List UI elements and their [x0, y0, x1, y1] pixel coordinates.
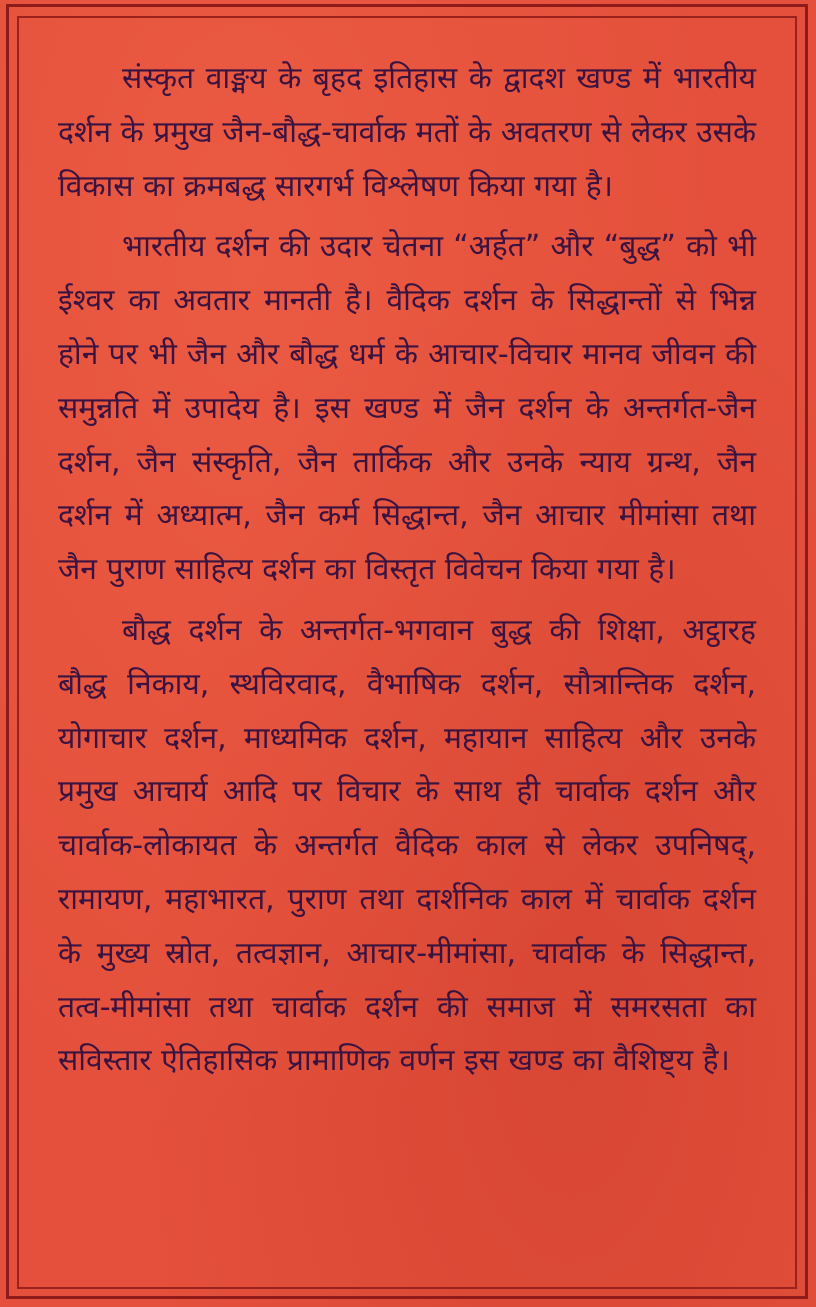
- paragraph-jain-darshan: भारतीय दर्शन की उदार चेतना “अर्हत” और “बुद्ध” को भी ईश्वर का अवतार मानती है। वैदिक दर्शन के सिद्धान्तों से भिन्न होने पर भी जैन और बौद्ध धर्म के आचार-विचार मानव जीवन की समुन्नति में उपादेय है। इस खण्ड में जैन दर्शन के अन्तर्गत-जैन दर्शन, जैन संस्कृति, जैन तार्किक और उनके न्याय ग्रन्थ, जैन दर्शन में अध्यात्म, जैन कर्म सिद्धान्त, जैन आचार मीमांसा तथा जैन पुराण साहित्य दर्शन का विस्तृत विवेचन किया गया है।: [58, 229, 756, 588]
- paragraph-intro: संस्कृत वाङ्मय के बृहद इतिहास के द्वादश खण्ड में भारतीय दर्शन के प्रमुख जैन-बौद्ध-चार्वाक मतों के अवतरण से लेकर उसके विकास का क्रमबद्ध सारगर्भ विश्लेषण किया गया है।: [58, 61, 756, 204]
- blurb-text: [58, 52, 756, 1095]
- paragraph-bauddh-charvak: बौद्ध दर्शन के अन्तर्गत-भगवान बुद्ध की शिक्षा, अट्ठारह बौद्ध निकाय, स्थविरवाद, वैभाषिक दर्शन, सौत्रान्तिक दर्शन, योगाचार दर्शन, माध्यमिक दर्शन, महायान साहित्य और उनके प्रमुख आचार्य आदि पर विचार के साथ ही चार्वाक दर्शन और चार्वाक-लोकायत के अन्तर्गत वैदिक काल से लेकर उपनिषद्, रामायण, महाभारत, पुराण तथा दार्शनिक काल में चार्वाक दर्शन के मुख्य स्रोत, तत्वज्ञान, आचार-मीमांसा, चार्वाक के सिद्धान्त, तत्व-मीमांसा तथा चार्वाक दर्शन की समाज में समरसता का सविस्तार ऐतिहासिक प्रामाणिक वर्णन इस खण्ड का वैशिष्ट्य है।: [58, 612, 756, 1079]
